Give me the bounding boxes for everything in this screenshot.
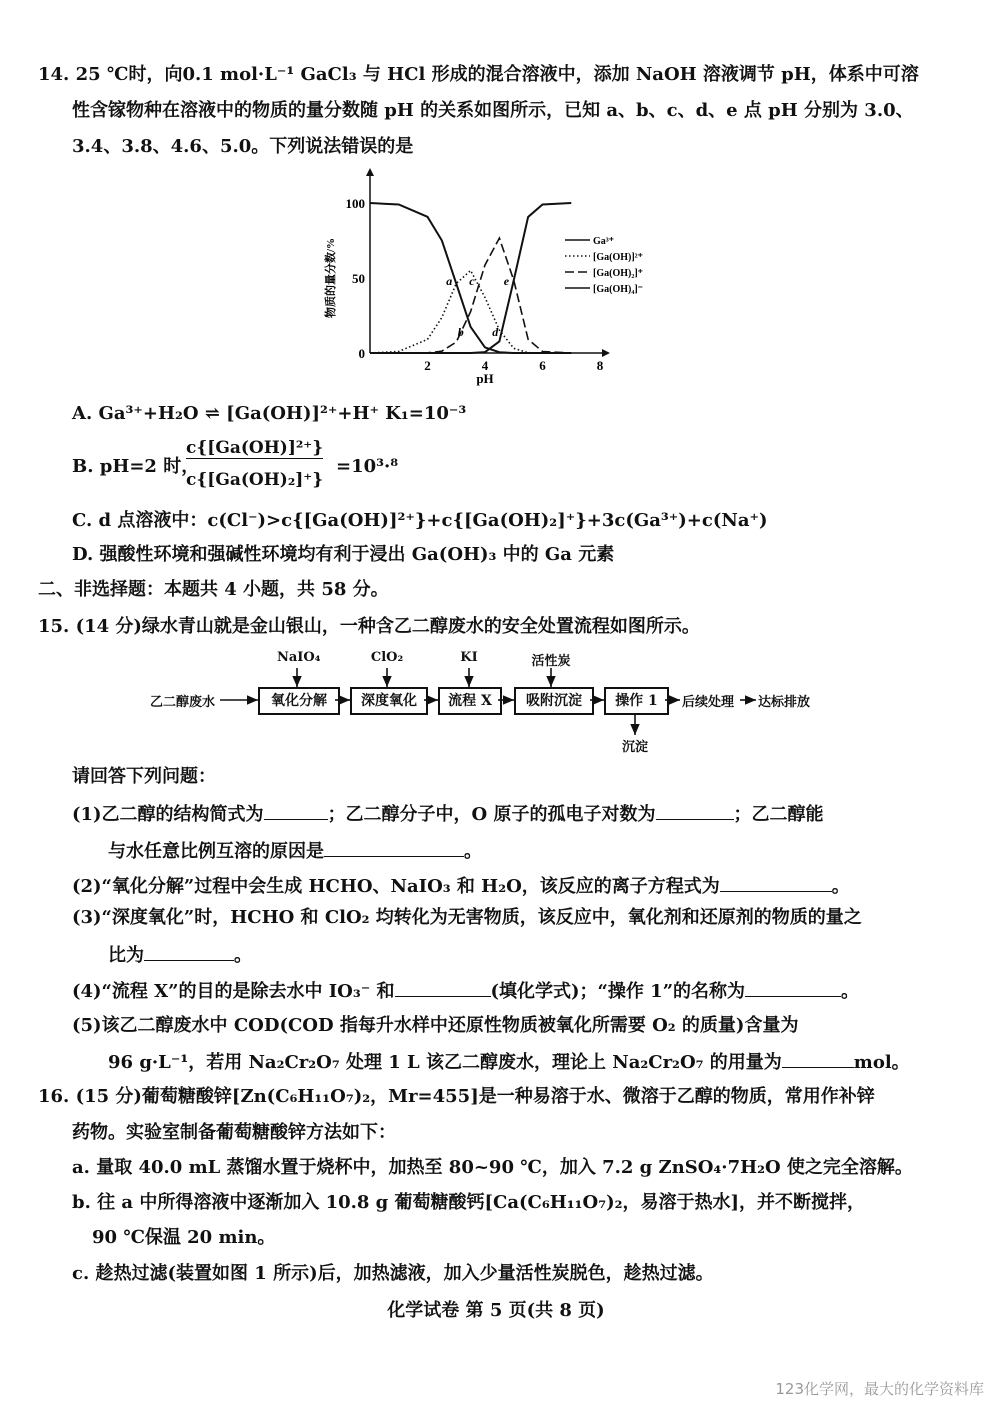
q15-part5-line1: (5)该乙二醇废水中 COD(COD 指每升水样中还原性物质被氧化所需要 O₂ 的质量)含量为 xyxy=(72,1015,799,1036)
q15-part4: (4)“流程 X”的目的是除去水中 IO₃⁻ 和 (填化学式)；“操作 1”的名称为 。 xyxy=(72,978,859,1004)
flow-step-5: 操作 1 xyxy=(604,687,669,715)
legend-label-0: Ga³⁺ xyxy=(593,236,615,247)
flow-input-1: NaIO₄ xyxy=(277,650,321,665)
y-tick-label: 100 xyxy=(345,196,365,211)
x-tick-label: 8 xyxy=(596,358,604,373)
q16-step-b-line1: b. 往 a 中所得溶液中逐渐加入 10.8 g 葡萄糖酸钙[Ca(C₆H₁₁O₇)₂，易溶于热水]，并不断搅拌， xyxy=(72,1192,866,1213)
q14-line3: 3.4、3.8、4.6、5.0。下列说法错误的是 xyxy=(72,136,414,157)
q16-step-b-line2: 90 ℃保温 20 min。 xyxy=(92,1227,276,1248)
flow-output: 沉淀 xyxy=(621,740,648,755)
q15-title: 15. (14 分)绿水青山就是金山银山，一种含乙二醇废水的安全处置流程如图所示。 xyxy=(38,616,700,637)
flow-step-3: 流程 X xyxy=(438,687,502,715)
y-axis-label: 物质的量分数/% xyxy=(325,237,337,319)
section-2-heading: 二、非选择题：本题共 4 小题，共 58 分。 xyxy=(38,579,389,600)
series-line-2 xyxy=(370,238,571,353)
legend-label-2: [Ga(OH)₂]⁺ xyxy=(593,268,643,279)
flow-step-4: 吸附沉淀 xyxy=(514,687,594,715)
page-footer: 化学试卷 第 5 页(共 8 页) xyxy=(387,1300,605,1321)
q14-option-b-prefix: B. pH=2 时， xyxy=(72,456,200,477)
flow-end: 达标排放 xyxy=(758,695,811,710)
q15-part5-line2: 96 g·L⁻¹，若用 Na₂Cr₂O₇ 处理 1 L 该乙二醇废水，理论上 Na₂Cr₂O₇ 的用量为 mol。 xyxy=(108,1049,910,1075)
y-tick-label: 50 xyxy=(352,271,365,286)
legend-label-3: [Ga(OH)₄]⁻ xyxy=(593,284,643,295)
q15-part2: (2)“氧化分解”过程中会生成 HCHO、NaIO₃ 和 H₂O，该反应的离子方程式为 。 xyxy=(72,873,850,899)
y-axis-arrow xyxy=(366,168,374,176)
x-tick-label: 4 xyxy=(481,358,489,373)
q14-option-b-numerator: c{[Ga(OH)]²⁺} xyxy=(186,438,324,458)
x-axis-arrow xyxy=(602,349,610,357)
point-label-a: a xyxy=(446,274,453,288)
q16-step-a: a. 量取 40.0 mL 蒸馏水置于烧杯中，加热至 80~90 ℃，加入 7.2 g ZnSO₄·7H₂O 使之完全溶解。 xyxy=(72,1157,913,1178)
flow-after: 后续处理 xyxy=(682,695,735,710)
q16-line1: 16. (15 分)葡萄糖酸锌[Zn(C₆H₁₁O₇)₂，Mr=455]是一种易溶于水、微溶于乙醇的物质，常用作补锌 xyxy=(38,1086,875,1107)
q15-prompt: 请回答下列问题： xyxy=(72,766,216,787)
x-tick-label: 6 xyxy=(539,358,546,373)
flow-step-2: 深度氧化 xyxy=(350,687,428,715)
q16-step-c: c. 趁热过滤(装置如图 1 所示)后，加热滤液，加入少量活性炭脱色，趁热过滤。 xyxy=(72,1263,714,1284)
flow-input-2: ClO₂ xyxy=(370,650,404,665)
watermark: 123化学网，最大的化学资料库 xyxy=(775,1380,984,1398)
q15-part3-line1: (3)“深度氧化”时，HCHO 和 ClO₂ 均转化为无害物质，该反应中，氧化剂和还原剂的物质的量之 xyxy=(72,907,862,928)
point-label-b: b xyxy=(457,325,464,339)
point-label-c: c xyxy=(469,274,475,288)
q14-option-b-value: =10³·⁸ xyxy=(336,456,399,477)
q14-line2: 性含镓物种在溶液中的物质的量分数随 pH 的关系如图所示，已知 a、b、c、d、e 点 pH 分别为 3.0、 xyxy=(72,100,914,121)
q15-part1-line1: (1)乙二醇的结构简式为 ；乙二醇分子中，O 原子的孤电子对数为 ；乙二醇能 xyxy=(72,801,824,827)
flow-input-3: KI xyxy=(460,650,478,665)
point-label-e: e xyxy=(503,274,510,288)
legend-label-1: [Ga(OH)]²⁺ xyxy=(593,252,643,263)
x-axis-label: pH xyxy=(476,371,494,386)
species-distribution-chart xyxy=(320,160,680,390)
q14-option-b-denominator: c{[Ga(OH)₂]⁺} xyxy=(186,470,324,490)
q15-part1-line2: 与水任意比例互溶的原因是 。 xyxy=(108,838,482,864)
q15-part3-line2: 比为 。 xyxy=(108,942,252,968)
point-label-d: d xyxy=(492,325,499,339)
flow-start: 乙二醇废水 xyxy=(150,695,216,710)
flow-step-1: 氧化分解 xyxy=(258,687,340,715)
q14-option-c: C. d 点溶液中：c(Cl⁻)>c{[Ga(OH)]²⁺}+c{[Ga(OH)₂]⁺}+3c(Ga³⁺)+c(Na⁺) xyxy=(72,510,768,531)
x-tick-label: 2 xyxy=(424,358,431,373)
flow-input-4: 活性炭 xyxy=(531,654,571,669)
q14-line1: 14. 25 ℃时，向0.1 mol·L⁻¹ GaCl₃ 与 HCl 形成的混合溶液中，添加 NaOH 溶液调节 pH，体系中可溶 xyxy=(38,64,919,85)
q16-line2: 药物。实验室制备葡萄糖酸锌方法如下： xyxy=(72,1122,396,1143)
y-tick-label: 0 xyxy=(358,346,365,361)
q14-option-d: D. 强酸性环境和强碱性环境均有利于浸出 Ga(OH)₃ 中的 Ga 元素 xyxy=(72,544,615,565)
q14-option-a: A. Ga³⁺+H₂O ⇌ [Ga(OH)]²⁺+H⁺ K₁=10⁻³ xyxy=(72,403,467,424)
